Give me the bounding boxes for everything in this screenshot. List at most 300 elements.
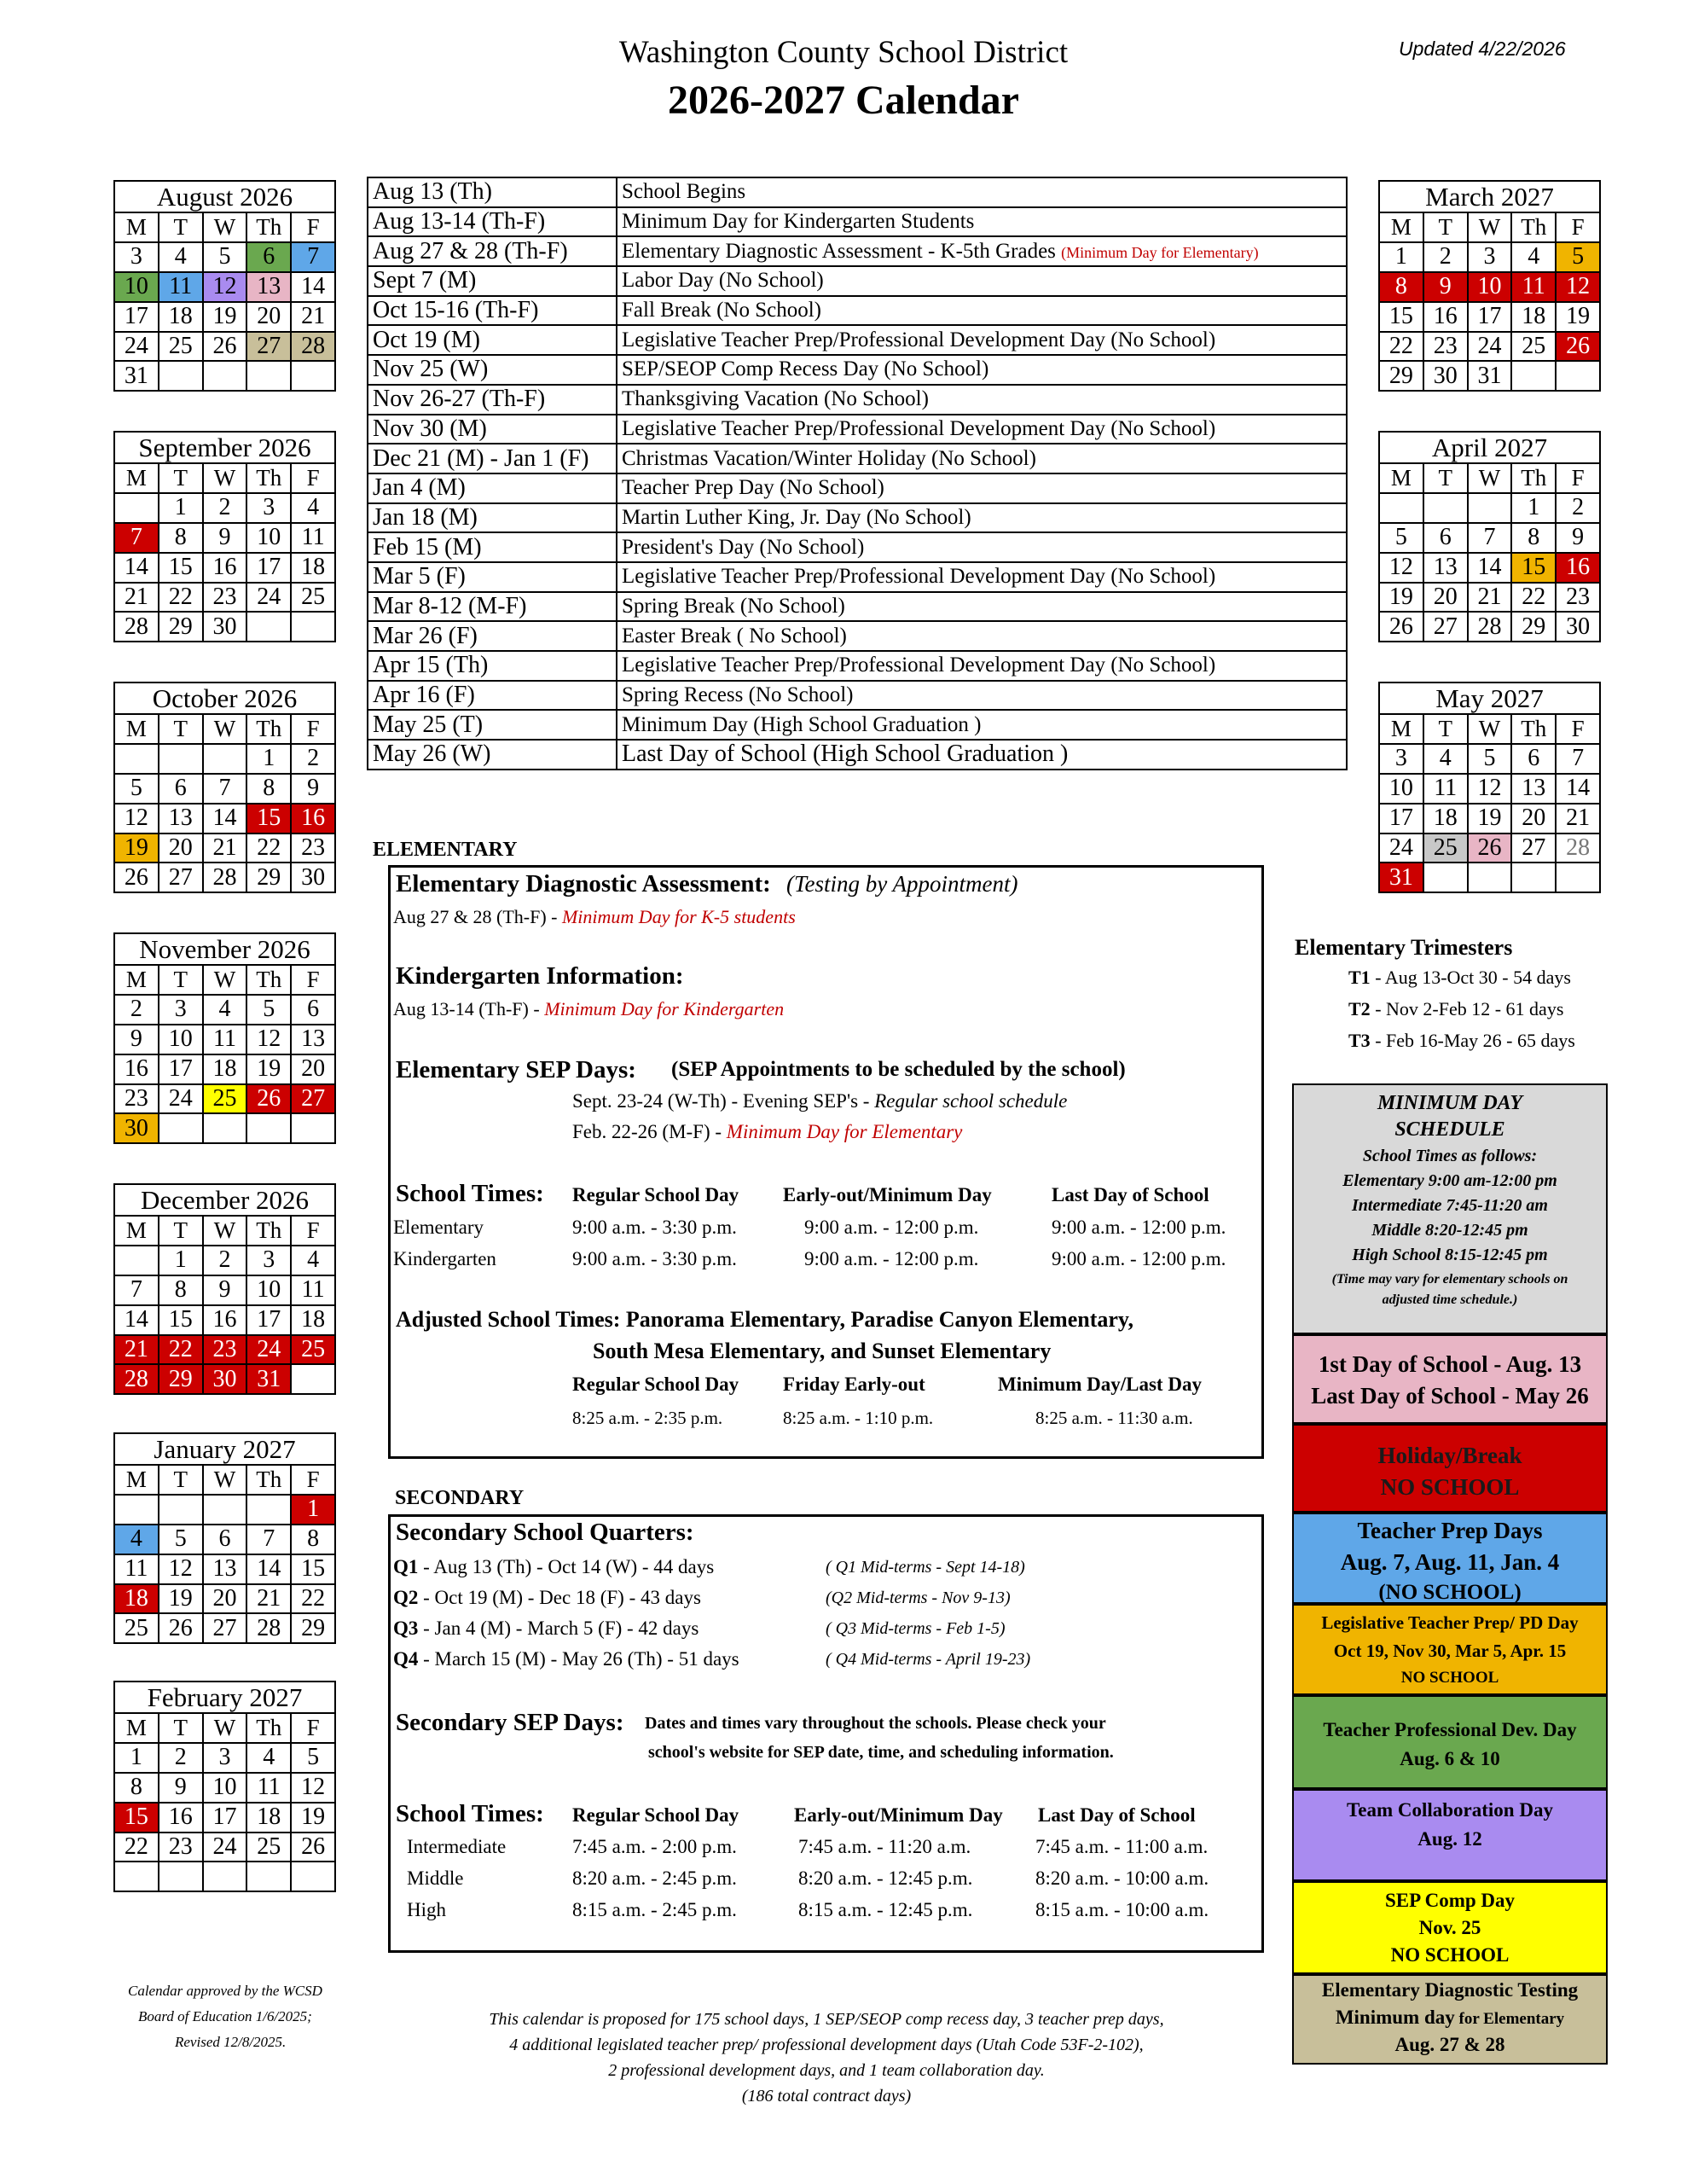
- day-cell: [291, 612, 335, 642]
- day-header: Th: [1511, 714, 1556, 744]
- day-cell: 4: [203, 995, 247, 1025]
- day-cell: [114, 1495, 159, 1525]
- month-name: October 2026: [114, 682, 335, 714]
- day-cell: 7: [1468, 523, 1512, 553]
- day-header: W: [1468, 714, 1512, 744]
- day-cell: 12: [1379, 553, 1423, 583]
- day-cell: 24: [246, 1335, 291, 1365]
- day-cell: 25: [291, 583, 335, 613]
- day-cell: 6: [291, 995, 335, 1025]
- month-name: August 2026: [114, 181, 335, 212]
- day-cell: 9: [1423, 272, 1468, 302]
- day-cell: 4: [1511, 242, 1556, 272]
- day-cell: 23: [114, 1084, 159, 1114]
- day-cell: 12: [203, 272, 247, 302]
- day-cell: 17: [1468, 302, 1512, 332]
- month-name: April 2027: [1379, 432, 1600, 463]
- event-row: [368, 325, 1347, 355]
- minday-l8: (Time may vary for elementary schools on: [1331, 1272, 1568, 1287]
- day-header: W: [203, 463, 247, 493]
- day-cell: 22: [246, 834, 291, 863]
- day-cell: 22: [159, 583, 203, 613]
- month-calendar: [1378, 431, 1601, 642]
- legend-leg-l1: Legislative Teacher Prep/ PD Day: [1321, 1612, 1579, 1633]
- day-cell: 13: [203, 1554, 247, 1584]
- legend-prep-l1: Teacher Prep Days: [1357, 1518, 1543, 1543]
- day-cell: 31: [246, 1364, 291, 1394]
- day-header: F: [291, 965, 335, 995]
- day-cell: 14: [203, 804, 247, 834]
- event-desc: President's Day (No School): [617, 532, 1347, 562]
- updated-date: Updated 4/22/2026: [1399, 38, 1566, 60]
- day-cell: 2: [1556, 493, 1600, 523]
- day-cell: 7: [114, 523, 159, 553]
- day-cell: 3: [203, 1743, 247, 1773]
- legend-last-day: Last Day of School - May 26: [1311, 1383, 1589, 1409]
- event-date: Nov 26-27 (Th-F): [368, 385, 617, 415]
- day-header: T: [159, 463, 203, 493]
- elem-time-last: 9:00 a.m. - 12:00 p.m.: [1052, 1248, 1226, 1269]
- day-header: Th: [246, 714, 291, 744]
- day-cell: 25: [1511, 332, 1556, 362]
- event-row: [368, 415, 1347, 444]
- day-cell: 11: [246, 1773, 291, 1803]
- day-cell: 25: [246, 1833, 291, 1862]
- sep-1: Sept. 23-24 (W-Th) - Evening SEP's - Regular school schedule: [572, 1090, 1068, 1112]
- event-desc: Easter Break ( No School): [617, 621, 1347, 651]
- day-cell: 18: [291, 1305, 335, 1335]
- minday-l2: SCHEDULE: [1394, 1118, 1505, 1141]
- day-cell: 17: [246, 1305, 291, 1335]
- day-cell: [246, 1862, 291, 1891]
- day-cell: [114, 1862, 159, 1891]
- event-row: [368, 266, 1347, 296]
- day-header: M: [114, 965, 159, 995]
- day-cell: 11: [1423, 774, 1468, 804]
- day-cell: 2: [159, 1743, 203, 1773]
- legend-holiday-l1: Holiday/Break: [1377, 1443, 1522, 1468]
- day-cell: 2: [114, 995, 159, 1025]
- sec-col2: Early-out/Minimum Day: [794, 1804, 1003, 1826]
- day-cell: 30: [1556, 612, 1600, 642]
- day-cell: 26: [246, 1084, 291, 1114]
- day-cell: 15: [114, 1803, 159, 1833]
- day-cell: 17: [203, 1803, 247, 1833]
- day-cell: 3: [246, 1246, 291, 1275]
- month-name: November 2026: [114, 933, 335, 965]
- day-cell: 11: [1511, 272, 1556, 302]
- day-cell: 19: [291, 1803, 335, 1833]
- day-cell: 10: [1379, 774, 1423, 804]
- day-cell: 24: [1379, 834, 1423, 863]
- month-calendar: [113, 1183, 336, 1395]
- day-cell: 28: [114, 612, 159, 642]
- legend-prep-l3: (NO SCHOOL): [1378, 1581, 1522, 1604]
- day-cell: [291, 1364, 335, 1394]
- elementary-box: [388, 865, 1264, 1459]
- day-cell: 2: [203, 493, 247, 523]
- day-header: M: [1379, 714, 1423, 744]
- day-cell: [203, 361, 247, 391]
- event-desc: School Begins: [617, 177, 1347, 207]
- sec-time-row-name: Intermediate: [407, 1836, 507, 1857]
- event-date: Aug 27 & 28 (Th-F): [368, 236, 617, 266]
- day-header: M: [114, 1216, 159, 1246]
- day-cell: 25: [291, 1335, 335, 1365]
- day-cell: 21: [291, 302, 335, 332]
- day-header: F: [1556, 714, 1600, 744]
- event-date: May 26 (W): [368, 740, 617, 770]
- event-date: Oct 19 (M): [368, 325, 617, 355]
- day-cell: 14: [246, 1554, 291, 1584]
- day-cell: 15: [1511, 553, 1556, 583]
- event-desc: Spring Recess (No School): [617, 681, 1347, 711]
- day-cell: 18: [1423, 804, 1468, 834]
- day-header: T: [159, 1216, 203, 1246]
- day-cell: 16: [1556, 553, 1600, 583]
- event-row: [368, 207, 1347, 237]
- day-cell: 10: [203, 1773, 247, 1803]
- day-cell: 23: [1556, 583, 1600, 613]
- month-name: September 2026: [114, 432, 335, 463]
- day-cell: [246, 1495, 291, 1525]
- diag-sub: (Testing by Appointment): [786, 871, 1018, 897]
- event-desc: Elementary Diagnostic Assessment - K-5th Grades (Minimum Day for Elementary): [617, 236, 1347, 266]
- day-cell: 4: [114, 1525, 159, 1554]
- event-desc: Legislative Teacher Prep/Professional Development Day (No School): [617, 562, 1347, 592]
- event-desc: Teacher Prep Day (No School): [617, 473, 1347, 503]
- day-cell: 29: [159, 612, 203, 642]
- footer-note4: (186 total contract days): [741, 2087, 912, 2106]
- month-calendar: [113, 1681, 336, 1892]
- day-cell: 16: [114, 1054, 159, 1084]
- elem-col1: Regular School Day: [572, 1184, 739, 1205]
- quarter-midterm: ( Q1 Mid-terms - Sept 14-18): [826, 1558, 1025, 1577]
- day-cell: [159, 744, 203, 774]
- day-cell: 1: [291, 1495, 335, 1525]
- day-cell: 5: [1556, 242, 1600, 272]
- day-header: T: [1423, 463, 1468, 493]
- diag-date: Aug 27 & 28 (Th-F) - Minimum Day for K-5 students: [393, 906, 796, 927]
- day-cell: 16: [203, 553, 247, 583]
- day-cell: 3: [114, 242, 159, 272]
- adjusted-line1: Adjusted School Times: Panorama Elementary, Paradise Canyon Elementary,: [396, 1307, 1133, 1332]
- event-row: [368, 385, 1347, 415]
- day-cell: 15: [291, 1554, 335, 1584]
- day-header: F: [291, 1465, 335, 1495]
- day-cell: 18: [114, 1584, 159, 1614]
- day-cell: 19: [1379, 583, 1423, 613]
- event-date: Dec 21 (M) - Jan 1 (F): [368, 444, 617, 473]
- event-row: [368, 651, 1347, 681]
- sec-time-regular: 8:15 a.m. - 2:45 p.m.: [572, 1899, 737, 1920]
- day-cell: 22: [1511, 583, 1556, 613]
- day-cell: 20: [159, 834, 203, 863]
- day-cell: 26: [1556, 332, 1600, 362]
- day-header: F: [291, 212, 335, 242]
- day-cell: 9: [203, 1275, 247, 1305]
- day-cell: 12: [1468, 774, 1512, 804]
- sec-col1: Regular School Day: [572, 1804, 739, 1826]
- day-cell: 14: [114, 553, 159, 583]
- day-cell: 27: [1511, 834, 1556, 863]
- day-cell: 5: [1379, 523, 1423, 553]
- events-table: [367, 177, 1348, 770]
- day-cell: 8: [1379, 272, 1423, 302]
- day-cell: 8: [246, 774, 291, 804]
- day-cell: 17: [114, 302, 159, 332]
- day-cell: 6: [246, 242, 291, 272]
- legend-tc-l2: Aug. 12: [1417, 1828, 1482, 1850]
- event-date: Aug 13 (Th): [368, 177, 617, 207]
- legend-holiday: [1292, 1424, 1608, 1513]
- day-cell: 2: [203, 1246, 247, 1275]
- event-desc: Thanksgiving Vacation (No School): [617, 385, 1347, 415]
- day-header: F: [291, 463, 335, 493]
- day-cell: [1379, 493, 1423, 523]
- day-cell: 16: [291, 804, 335, 834]
- day-header: T: [159, 1465, 203, 1495]
- day-header: M: [1379, 212, 1423, 242]
- day-header: T: [159, 1713, 203, 1743]
- day-cell: 13: [246, 272, 291, 302]
- day-cell: 6: [1511, 744, 1556, 774]
- day-cell: 6: [203, 1525, 247, 1554]
- day-cell: 25: [114, 1613, 159, 1643]
- day-cell: [114, 744, 159, 774]
- day-header: M: [114, 212, 159, 242]
- trimesters-title: Elementary Trimesters: [1295, 935, 1513, 960]
- event-desc: Legislative Teacher Prep/Professional Development Day (No School): [617, 651, 1347, 681]
- day-cell: 3: [246, 493, 291, 523]
- day-header: W: [203, 212, 247, 242]
- quarter-row: Q3 - Jan 4 (M) - March 5 (F) - 42 days: [393, 1618, 699, 1639]
- sec-sep-line2: school's website for SEP date, time, and scheduling information.: [648, 1743, 1114, 1762]
- day-cell: 20: [1423, 583, 1468, 613]
- quarter-midterm: ( Q3 Mid-terms - Feb 1-5): [826, 1619, 1006, 1638]
- legend-legislative: [1292, 1604, 1608, 1695]
- day-cell: 27: [203, 1613, 247, 1643]
- day-cell: 18: [291, 553, 335, 583]
- sec-time-regular: 8:20 a.m. - 2:45 p.m.: [572, 1867, 737, 1889]
- day-cell: 30: [203, 1364, 247, 1394]
- event-row: [368, 532, 1347, 562]
- day-header: T: [159, 965, 203, 995]
- quarter-row: Q2 - Oct 19 (M) - Dec 18 (F) - 43 days: [393, 1587, 701, 1608]
- day-cell: 6: [159, 774, 203, 804]
- day-cell: 21: [246, 1584, 291, 1614]
- day-header: F: [1556, 463, 1600, 493]
- day-cell: 6: [1423, 523, 1468, 553]
- month-name: March 2027: [1379, 181, 1600, 212]
- day-cell: [159, 361, 203, 391]
- day-cell: [291, 1113, 335, 1143]
- day-cell: 10: [246, 523, 291, 553]
- event-date: Apr 16 (F): [368, 681, 617, 711]
- event-row: [368, 592, 1347, 622]
- event-row: [368, 681, 1347, 711]
- day-cell: 10: [159, 1025, 203, 1054]
- day-cell: 5: [159, 1525, 203, 1554]
- day-cell: 9: [203, 523, 247, 553]
- event-desc: Legislative Teacher Prep/Professional Development Day (No School): [617, 325, 1347, 355]
- day-cell: 4: [291, 493, 335, 523]
- adj-col2: Friday Early-out: [783, 1374, 925, 1395]
- day-cell: [159, 1495, 203, 1525]
- day-cell: 1: [159, 1246, 203, 1275]
- day-header: W: [203, 714, 247, 744]
- sec-time-early: 8:15 a.m. - 12:45 p.m.: [798, 1899, 973, 1920]
- quarter-row: Q1 - Aug 13 (Th) - Oct 14 (W) - 44 days: [393, 1556, 715, 1577]
- day-cell: 18: [159, 302, 203, 332]
- day-cell: 15: [246, 804, 291, 834]
- event-desc: Labor Day (No School): [617, 266, 1347, 296]
- day-cell: 9: [1556, 523, 1600, 553]
- adj-col1: Regular School Day: [572, 1374, 739, 1395]
- day-cell: [203, 1495, 247, 1525]
- month-name: February 2027: [114, 1682, 335, 1713]
- quarter-midterm: (Q2 Mid-terms - Nov 9-13): [826, 1589, 1011, 1607]
- day-cell: [1556, 863, 1600, 892]
- adj-val3: 8:25 a.m. - 11:30 a.m.: [1035, 1408, 1193, 1428]
- day-cell: 20: [1511, 804, 1556, 834]
- day-cell: 19: [159, 1584, 203, 1614]
- day-cell: 1: [114, 1743, 159, 1773]
- sec-time-last: 8:15 a.m. - 10:00 a.m.: [1035, 1899, 1209, 1920]
- day-header: M: [114, 1713, 159, 1743]
- day-cell: 26: [1379, 612, 1423, 642]
- sep-sub: (SEP Appointments to be scheduled by the school): [671, 1058, 1126, 1081]
- day-header: W: [203, 1713, 247, 1743]
- sec-times-title: School Times:: [396, 1800, 544, 1827]
- day-cell: [1511, 863, 1556, 892]
- event-row: [368, 710, 1347, 740]
- legend-sep-l1: SEP Comp Day: [1384, 1890, 1516, 1911]
- day-cell: 19: [203, 302, 247, 332]
- quarter-midterm: ( Q4 Mid-terms - April 19-23): [826, 1650, 1031, 1669]
- day-header: Th: [246, 1216, 291, 1246]
- day-header: T: [1423, 714, 1468, 744]
- adjusted-line2: South Mesa Elementary, and Sunset Elementary: [593, 1339, 1052, 1363]
- sec-sep-title: Secondary SEP Days:: [396, 1709, 624, 1736]
- day-cell: 11: [114, 1554, 159, 1584]
- event-desc: Christmas Vacation/Winter Holiday (No School): [617, 444, 1347, 473]
- day-header: W: [203, 1465, 247, 1495]
- day-cell: [291, 361, 335, 391]
- month-calendar: [113, 1432, 336, 1644]
- day-cell: 17: [159, 1054, 203, 1084]
- elem-time-regular: 9:00 a.m. - 3:30 p.m.: [572, 1217, 737, 1238]
- day-cell: 24: [114, 332, 159, 362]
- secondary-heading: SECONDARY: [395, 1487, 525, 1509]
- day-cell: 17: [246, 553, 291, 583]
- day-cell: 12: [159, 1554, 203, 1584]
- event-date: Apr 15 (Th): [368, 651, 617, 681]
- day-cell: 1: [246, 744, 291, 774]
- day-cell: 23: [203, 583, 247, 613]
- day-cell: 15: [159, 1305, 203, 1335]
- day-header: W: [1468, 212, 1512, 242]
- adj-col3: Minimum Day/Last Day: [998, 1374, 1202, 1395]
- day-cell: 4: [291, 1246, 335, 1275]
- day-cell: 18: [246, 1803, 291, 1833]
- day-cell: 7: [203, 774, 247, 804]
- day-cell: 11: [291, 1275, 335, 1305]
- minday-l3: School Times as follows:: [1362, 1147, 1538, 1165]
- day-cell: 12: [246, 1025, 291, 1054]
- day-cell: 13: [1423, 553, 1468, 583]
- day-cell: 12: [114, 804, 159, 834]
- day-cell: 27: [291, 1084, 335, 1114]
- day-cell: 28: [246, 1613, 291, 1643]
- day-cell: 29: [159, 1364, 203, 1394]
- event-row: [368, 177, 1347, 207]
- day-cell: 22: [291, 1584, 335, 1614]
- event-desc: Last Day of School (High School Graduation ): [617, 740, 1347, 770]
- day-header: F: [1556, 212, 1600, 242]
- sep-title: Elementary SEP Days:: [396, 1056, 636, 1083]
- day-header: F: [291, 1216, 335, 1246]
- month-calendar: [113, 682, 336, 893]
- day-cell: [246, 1113, 291, 1143]
- day-cell: 22: [159, 1335, 203, 1365]
- day-header: F: [291, 714, 335, 744]
- sec-sep-line1: Dates and times vary throughout the schools. Please check your: [645, 1714, 1106, 1733]
- day-cell: [203, 1862, 247, 1891]
- month-calendar: [1378, 180, 1601, 392]
- day-cell: 22: [114, 1833, 159, 1862]
- day-cell: 4: [246, 1743, 291, 1773]
- day-header: F: [291, 1713, 335, 1743]
- day-cell: 9: [114, 1025, 159, 1054]
- day-header: W: [1468, 463, 1512, 493]
- day-cell: 3: [159, 995, 203, 1025]
- day-cell: 4: [1423, 744, 1468, 774]
- day-cell: 10: [114, 272, 159, 302]
- event-desc: Spring Break (No School): [617, 592, 1347, 622]
- day-cell: 13: [1511, 774, 1556, 804]
- day-cell: 10: [246, 1275, 291, 1305]
- day-cell: 19: [1556, 302, 1600, 332]
- day-cell: 8: [1511, 523, 1556, 553]
- day-cell: 26: [1468, 834, 1512, 863]
- day-header: T: [159, 212, 203, 242]
- event-date: Aug 13-14 (Th-F): [368, 207, 617, 237]
- day-cell: 13: [291, 1025, 335, 1054]
- minimum-day-schedule: [1292, 1083, 1608, 1334]
- day-cell: [203, 744, 247, 774]
- day-header: M: [1379, 463, 1423, 493]
- month-calendar: [113, 932, 336, 1144]
- day-cell: 12: [291, 1773, 335, 1803]
- district-name: Washington County School District: [618, 35, 1069, 70]
- day-cell: 26: [291, 1833, 335, 1862]
- day-cell: 27: [159, 863, 203, 892]
- event-date: Jan 4 (M): [368, 473, 617, 503]
- day-cell: 21: [1468, 583, 1512, 613]
- elem-time-early: 9:00 a.m. - 12:00 p.m.: [804, 1248, 979, 1269]
- day-cell: [1423, 493, 1468, 523]
- day-cell: 15: [1379, 302, 1423, 332]
- month-calendar: [113, 180, 336, 392]
- day-cell: 29: [1379, 361, 1423, 391]
- day-cell: 21: [1556, 804, 1600, 834]
- quarter-row: Q4 - March 15 (M) - May 26 (Th) - 51 days: [393, 1648, 739, 1670]
- day-cell: [1468, 493, 1512, 523]
- legend-sep-l3: NO SCHOOL: [1390, 1944, 1510, 1966]
- day-cell: 27: [1423, 612, 1468, 642]
- day-header: Th: [246, 965, 291, 995]
